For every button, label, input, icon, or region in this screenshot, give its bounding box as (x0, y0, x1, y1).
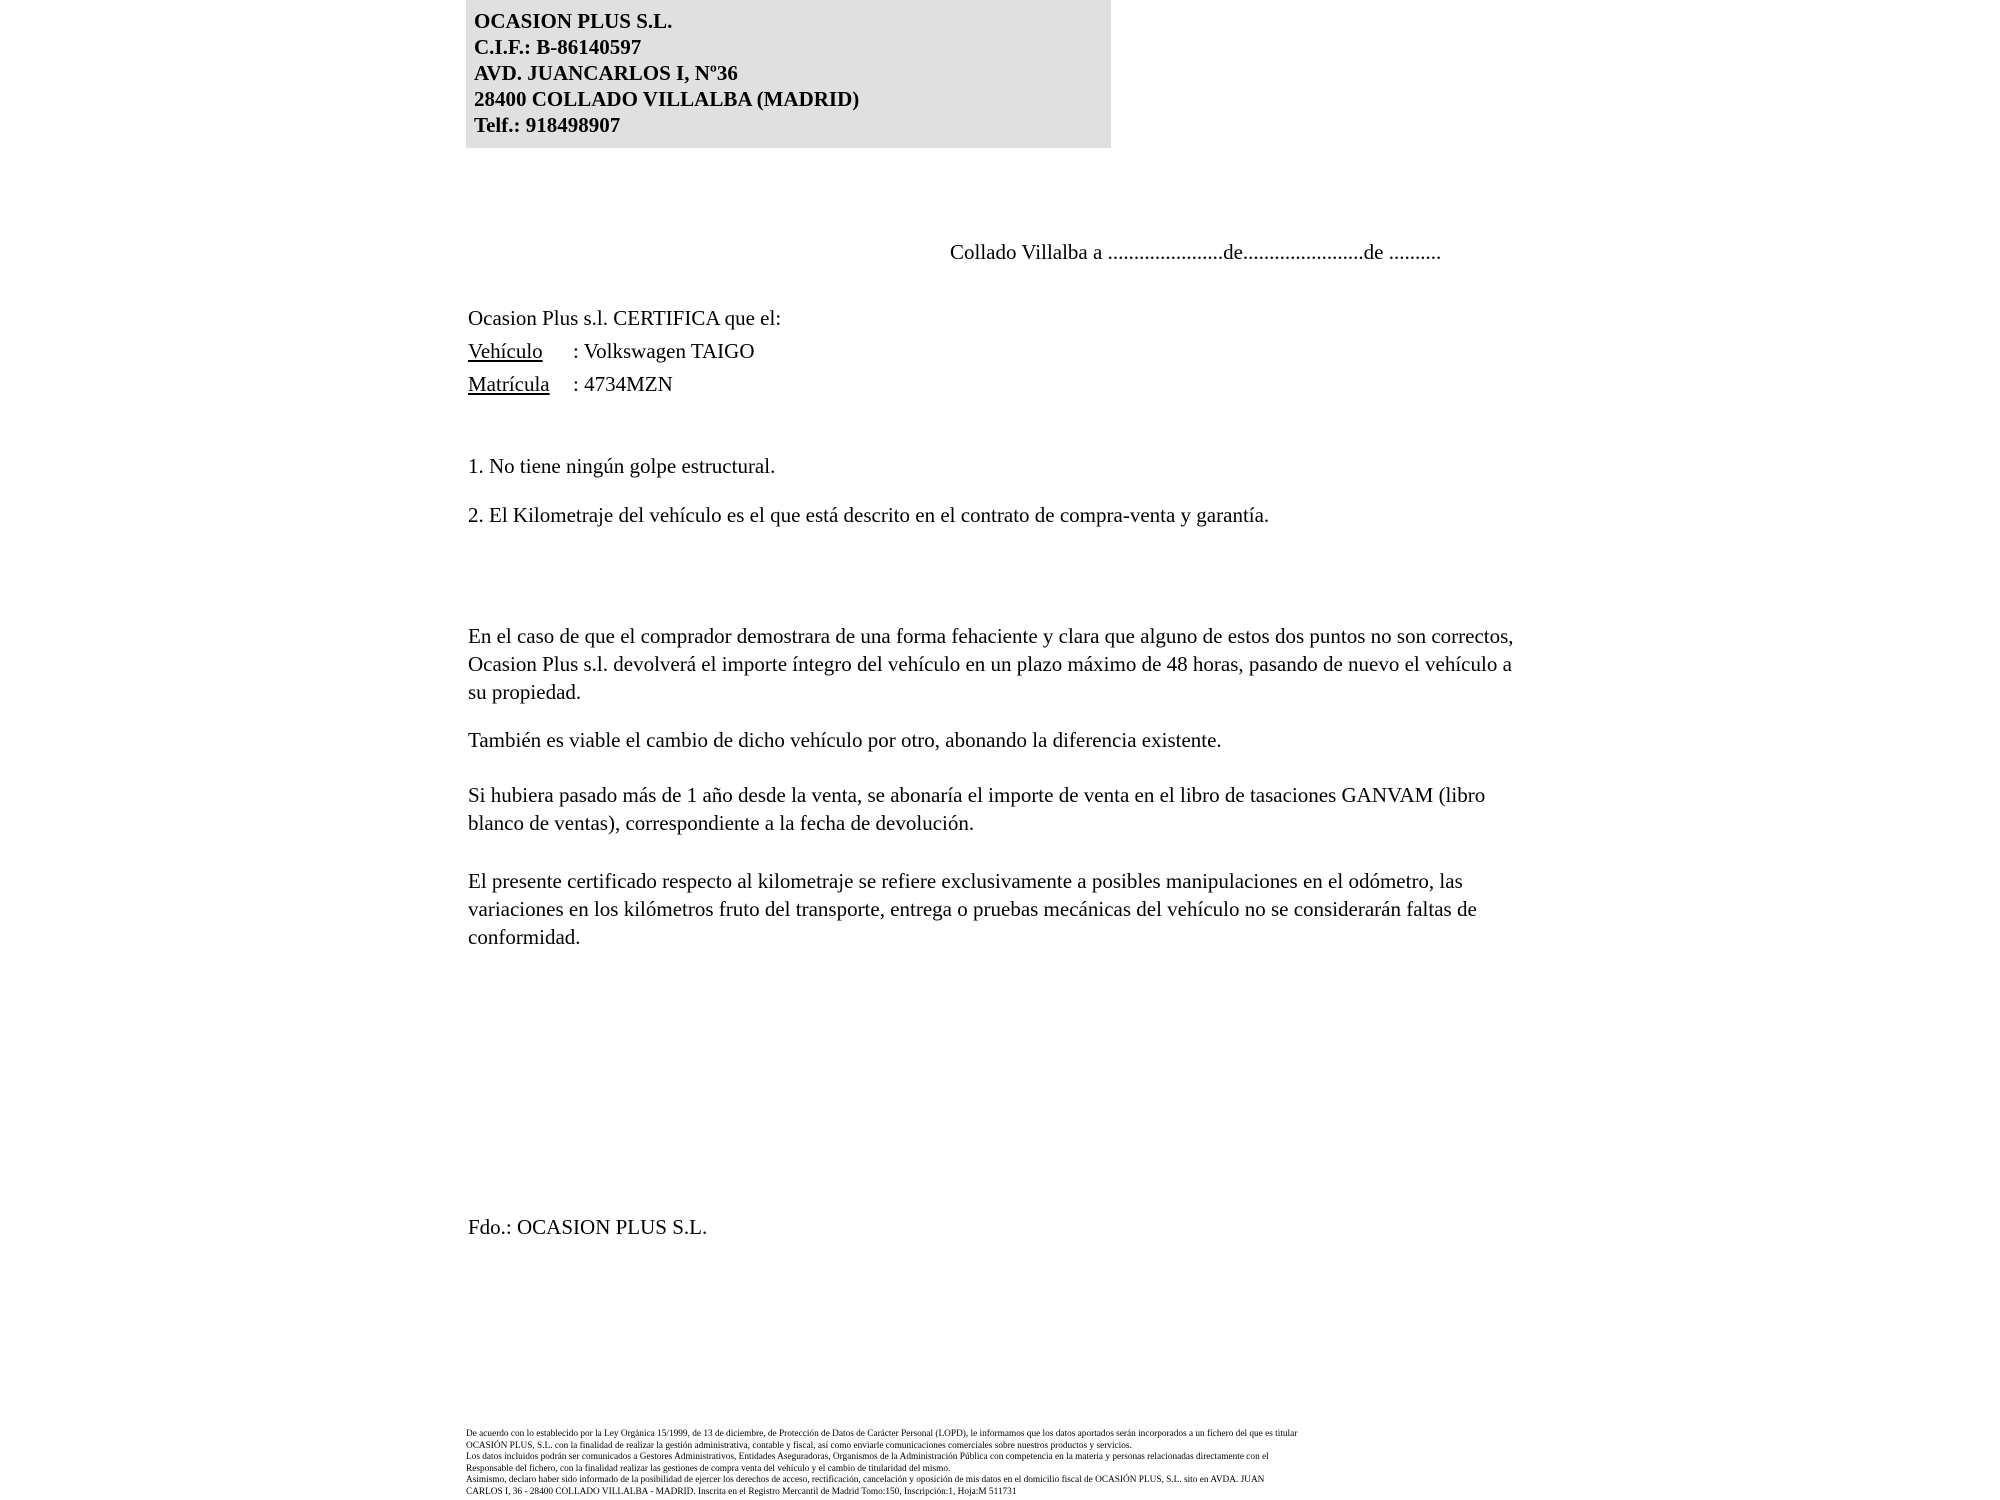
paragraph-refund: En el caso de que el comprador demostrara de una forma fehaciente y clara que alguno de estos dos puntos no son correctos, Ocasion Plus s.l. devolverá el importe íntegro del vehículo en un plazo máximo de 48 horas, pasando de nuevo el vehículo a su propiedad. (468, 624, 1514, 704)
company-letterhead (466, 0, 1111, 148)
certification-intro: Ocasion Plus s.l. CERTIFICA que el: (468, 306, 782, 330)
legal-line-4: Responsable del fichero, con la finalidad realizar las gestiones de compra venta del vehículo y el cambio de titularidad del mismo. (466, 1463, 951, 1474)
company-street: AVD. JUANCARLOS I, Nº36 (474, 61, 738, 85)
plate-value: : 4734MZN (573, 372, 673, 396)
legal-line-3: Los datos incluidos podrán ser comunicados a Gestores Administrativos, Entidades Aseguradoras, Organismos de la Administración Pública con competencia en la materia y personas relacionadas directamente con el (466, 1452, 1269, 1463)
legal-line-1: De acuerdo con lo establecido por la Ley Orgánica 15/1999, de 13 de diciembre, de Protección de Datos de Carácter Personal (LOPD), le informamos que los datos aportados serán incorporados a un fichero del que es titular (466, 1429, 1298, 1439)
legal-line-2: OCASIÓN PLUS, S.L. con la finalidad de realizar la gestión administrativa, contable y fiscal, así como enviarle comunicaciones comerciales sobre nuestros productos y servicios. (466, 1440, 1132, 1451)
company-name: OCASION PLUS S.L. (474, 9, 673, 33)
certification-block (468, 302, 781, 401)
paragraph-odometer: El presente certificado respecto al kilometraje se refiere exclusivamente a posibles manipulaciones en el odómetro, las variaciones en los kilómetros fruto del transporte, entrega o pruebas mecánicas del vehículo no se considerarán faltas de conformidad. (468, 869, 1477, 949)
legal-line-6: CARLOS I, 36 - 28400 COLLADO VILLALBA - MADRID. Inscrita en el Registro Mercantil de Madrid Tomo:150, Inscripción:1, Hoja:M 511731 (466, 1486, 1017, 1497)
vehicle-label: Vehículo (468, 339, 543, 363)
paragraph-exchange: También es viable el cambio de dicho vehículo por otro, abonando la diferencia existente. (468, 728, 1222, 752)
vehicle-row (468, 335, 781, 368)
paragraph-ganvam: Si hubiera pasado más de 1 año desde la venta, se abonaría el importe de venta en el libro de tasaciones GANVAM (libro blanco de ventas), correspondiente a la fecha de devolución. (468, 783, 1486, 835)
company-phone: Telf.: 918498907 (474, 113, 621, 137)
legal-footnote (466, 1429, 1566, 1499)
point-one: 1. No tiene ningún golpe estructural. (468, 454, 776, 478)
vehicle-value: : Volkswagen TAIGO (573, 339, 755, 363)
company-cif: C.I.F.: B-86140597 (474, 35, 642, 59)
legal-line-5: Asimismo, declaro haber sido informado de la posibilidad de ejercer los derechos de acceso, rectificación, cancelación y oposición de mis datos en el domicilio fiscal de OCASIÓN PLUS, S.L. sito en AVDA. JUAN (466, 1475, 1265, 1486)
date-line: Collado Villalba a ......................de.......................de .......... (950, 240, 1442, 264)
signature-line: Fdo.: OCASION PLUS S.L. (468, 1215, 708, 1239)
point-two: 2. El Kilometraje del vehículo es el que está descrito en el contrato de compra-venta y garantía. (468, 503, 1270, 527)
plate-row (468, 368, 781, 401)
company-city: 28400 COLLADO VILLALBA (MADRID) (474, 87, 860, 111)
plate-label: Matrícula (468, 372, 550, 396)
